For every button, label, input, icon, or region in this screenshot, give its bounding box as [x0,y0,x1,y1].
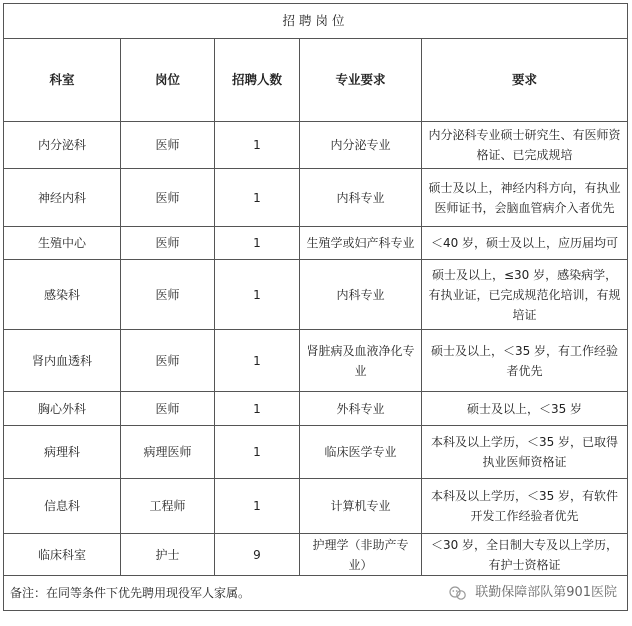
cell-req: 硕士及以上，＜35 岁 [422,392,628,426]
cell-post: 病理医师 [121,426,215,479]
cell-req: ＜40 岁，硕士及以上，应历届均可 [422,227,628,260]
cell-num: 1 [215,260,300,330]
cell-post: 医师 [121,169,215,227]
cell-dept: 胸心外科 [4,392,121,426]
cell-dept: 病理科 [4,426,121,479]
cell-num: 1 [215,169,300,227]
table-row [4,122,628,169]
cell-major: 内分泌专业 [300,122,422,169]
cell-req: 硕士及以上，＜35 岁，有工作经验者优先 [422,330,628,392]
cell-post: 医师 [121,122,215,169]
cell-post: 医师 [121,260,215,330]
table-row [4,169,628,227]
watermark [447,583,617,603]
watermark-text: 联勤保障部队第901医院 [475,585,618,600]
cell-major: 生殖学或妇产科专业 [300,227,422,260]
cell-post: 医师 [121,392,215,426]
cell-num: 9 [215,534,300,576]
cell-post: 医师 [121,227,215,260]
note-row [4,576,628,611]
cell-major: 内科专业 [300,260,422,330]
note-cell [4,576,628,611]
header-major: 专业要求 [300,39,422,122]
cell-dept: 信息科 [4,479,121,534]
cell-num: 1 [215,479,300,534]
cell-num: 1 [215,392,300,426]
cell-num: 1 [215,330,300,392]
cell-major: 内科专业 [300,169,422,227]
cell-dept: 内分泌科 [4,122,121,169]
cell-dept: 肾内血透科 [4,330,121,392]
cell-dept: 感染科 [4,260,121,330]
header-row [4,39,628,122]
cell-req: ＜30 岁，全日制大专及以上学历，有护士资格证 [422,534,628,576]
recruitment-table [3,3,628,611]
wechat-logo-icon [447,586,469,600]
cell-num: 1 [215,227,300,260]
table-row [4,330,628,392]
cell-post: 医师 [121,330,215,392]
cell-major: 计算机专业 [300,479,422,534]
cell-req: 本科及以上学历，＜35 岁，已取得执业医师资格证 [422,426,628,479]
table-row [4,260,628,330]
cell-major: 外科专业 [300,392,422,426]
cell-post: 工程师 [121,479,215,534]
cell-dept: 神经内科 [4,169,121,227]
cell-num: 1 [215,426,300,479]
cell-dept: 生殖中心 [4,227,121,260]
cell-req: 硕士及以上，神经内科方向，有执业医师证书，会脑血管病介入者优先 [422,169,628,227]
table-row [4,479,628,534]
cell-dept: 临床科室 [4,534,121,576]
header-req: 要求 [422,39,628,122]
cell-major: 临床医学专业 [300,426,422,479]
table-row [4,534,628,576]
table-row [4,426,628,479]
note-text: 备注：在同等条件下优先聘用现役军人家属。 [10,586,251,600]
header-dept: 科室 [4,39,121,122]
cell-post: 护士 [121,534,215,576]
cell-req: 内分泌科专业硕士研究生、有医师资格证、已完成规培 [422,122,628,169]
table-row [4,392,628,426]
header-post: 岗位 [121,39,215,122]
table-title: 招聘岗位 [4,4,628,39]
cell-major: 护理学（非助产专业） [300,534,422,576]
cell-major: 肾脏病及血液净化专业 [300,330,422,392]
cell-req: 本科及以上学历，＜35 岁，有软件开发工作经验者优先 [422,479,628,534]
cell-num: 1 [215,122,300,169]
recruitment-table-frame [3,3,627,619]
cell-req: 硕士及以上，≤30 岁，感染病学，有执业证，已完成规范化培训，有规培证 [422,260,628,330]
table-row [4,227,628,260]
table-caption-row [4,4,628,39]
header-num: 招聘人数 [215,39,300,122]
